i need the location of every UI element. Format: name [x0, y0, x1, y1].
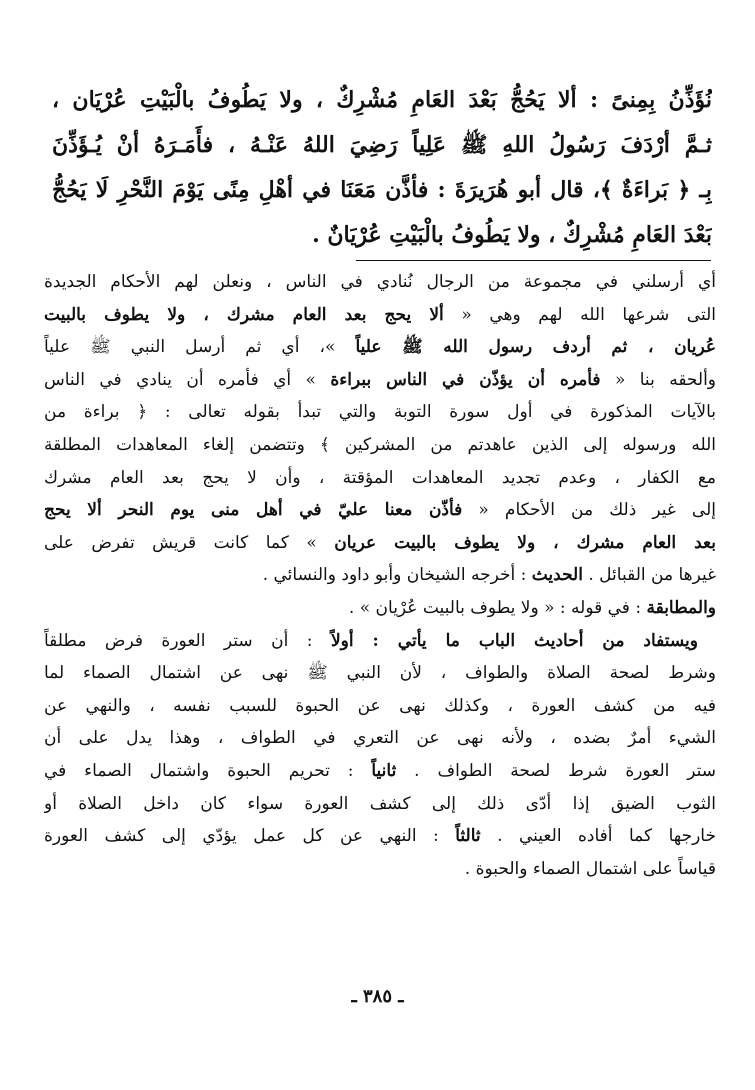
bold-run: بعد العام مشرك ، ولا يطوف بالبيت عريان — [334, 532, 716, 553]
commentary-line — [44, 299, 716, 332]
hadith-line: نُؤَذِّنُ بِمِنىً : ألا يَحُجُّ بَعْدَ العَامِ مُشْرِكٌ ، ولا يَطُوفُ بالْبَيْتِ عُرْيَان ، — [52, 87, 712, 113]
text-run: بالآيات المذكورة في أول سورة التوبة والتي تبدأ بقوله تعالى : ﴿ براءة من — [44, 402, 716, 423]
bold-run: ويستفاد من أحاديث الباب ما يأتي : أولاً — [330, 630, 699, 651]
bold-run: ألا يحج بعد العام مشرك ، ولا يطوف بالبيت — [44, 304, 444, 325]
commentary-line — [44, 690, 716, 723]
text-run: غيرها من القبائل . — [582, 565, 716, 586]
text-run: فيه من كشف العورة ، وكذلك نهى عن الحبوة للسبب نفسه ، والنهي عن — [44, 695, 716, 716]
commentary-line — [44, 396, 716, 429]
text-run: وألحقه بنا « — [600, 369, 716, 390]
bold-run: ثانياً — [371, 760, 397, 781]
commentary-line — [44, 625, 716, 658]
commentary-text — [44, 266, 716, 885]
commentary-line — [44, 853, 716, 886]
text-run: » أي فأمره أن ينادي في الناس — [44, 369, 331, 390]
commentary-line — [44, 331, 716, 364]
text-run: الله ورسوله إلى الذين عاهدتم من المشركين ﴾ وتتضمن إلغاء المعاهدات المطلقة — [44, 434, 716, 455]
commentary-line — [44, 592, 716, 625]
text-run: : النهي عن كل عمل يؤدّي إلى كشف العورة — [44, 826, 456, 847]
commentary-line — [44, 755, 716, 788]
bold-run: الحديث — [531, 565, 583, 586]
commentary-line — [44, 429, 716, 462]
text-run: قياساً على اشتمال الصماء والحبوة . — [464, 858, 716, 879]
hadith-text — [52, 78, 712, 258]
commentary-line — [44, 559, 716, 592]
commentary-line — [44, 722, 716, 755]
commentary-line — [44, 820, 716, 853]
commentary-line — [44, 657, 716, 690]
commentary-line — [44, 527, 716, 560]
commentary-line — [44, 788, 716, 821]
bold-run: والمطابقة — [646, 597, 716, 618]
bold-run: فأذّن معنا عليّ في أهل منى يوم النحر ألا يحج — [44, 500, 463, 521]
text-run: : تحريم الحبوة واشتمال الصماء في — [44, 760, 372, 781]
text-run: الثوب الضيق إذا أدّى ذلك إلى كشف العورة سواء كان داخل الصلاة أو — [44, 793, 716, 814]
text-run: مع الكفار ، وعدم تجديد المعاهدات المؤقتة ، وأن لا يحج بعد العام مشرك — [44, 467, 716, 488]
commentary-line — [44, 462, 716, 495]
commentary-line — [44, 266, 716, 299]
bold-run: ثالثاً — [455, 826, 481, 847]
text-run: : أن ستر العورة فرض مطلقاً — [44, 630, 331, 651]
text-run: أي أرسلني في مجموعة من الرجال نُنادي في الناس ، ونعلن لهم الأحكام الجديدة — [44, 272, 716, 292]
bold-run: عُريان ، ثم أردف رسول الله ﷺ علياً — [355, 337, 716, 358]
commentary-line — [44, 494, 716, 527]
text-run: التى شرعها الله لهم وهي « — [443, 304, 716, 325]
bold-run: فأمره أن يؤذّن في الناس ببراءة — [330, 369, 601, 390]
text-run: الشيء أمرٌ بضده ، ولأنه نهى عن التعري في الطواف ، وهذا يدل على أن — [44, 728, 716, 749]
text-run: » كما كانت قريش تفرض على — [44, 532, 335, 553]
text-run: ستر العورة شرط لصحة الطواف . — [396, 760, 716, 781]
text-run: : أخرجه الشيخان وأبو داود والنسائي . — [262, 565, 532, 586]
text-run: خارجها كما أفاده العيني . — [480, 826, 716, 847]
text-run: إلى غير ذلك من الأحكام « — [462, 500, 716, 521]
section-divider — [356, 260, 711, 261]
hadith-line: بَعْدَ العَامِ مُشْرِكٌ ، ولا يَطُوفُ بالْبَيْتِ عُرْيَانٌ . — [312, 222, 712, 248]
text-run: : في قوله : « ولا يطوف بالبيت عُرْيان » . — [348, 597, 647, 618]
hadith-line: ثـمَّ أرْدَفَ رَسُولُ اللهِ ﷺ عَلِياً رَضِيَ اللهُ عَنْـهُ ، فأَمَـرَهُ أنْ يُـؤَذِّنَ — [52, 132, 712, 158]
text-run: »، أي ثم أرسل النبي ﷺ علياً — [44, 337, 356, 358]
commentary-line — [44, 364, 716, 397]
hadith-line: بِـ ﴿ بَراءَةٌ ﴾، قال أبو هُرَيرَةَ : فأذَّن مَعَنَا في أهْلِ مِنًى يَوْمَ النَّحْرِ لَا يَحُجُّ — [52, 177, 712, 203]
text-run: وشرط لصحة الصلاة والطواف ، لأن النبي ﷺ نهى عن اشتمال الصماء لما — [44, 663, 716, 684]
page-number: ـ ٣٨٥ ـ — [351, 986, 404, 1007]
